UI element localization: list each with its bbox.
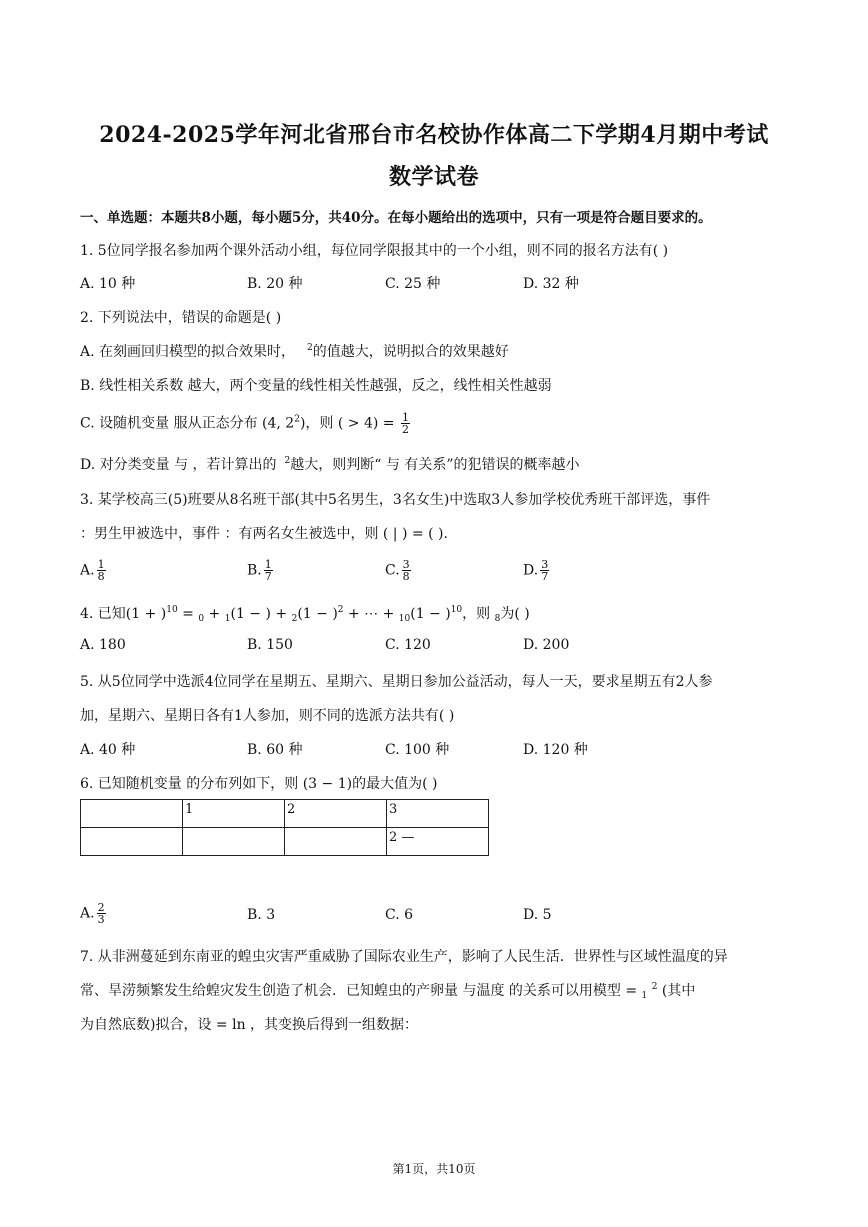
- question-7-line3: 为自然底数)拟合，设 = ln ，其变换后得到一组数据：: [80, 1017, 419, 1033]
- q2-a-sup: 2: [307, 343, 313, 353]
- table-row: [81, 828, 489, 856]
- q4-option-d: D. 200: [523, 637, 570, 653]
- exam-title: 2024-2025学年河北省邢台市名校协作体高二下学期4月期中考试: [99, 122, 769, 148]
- q2-d-post: 越大，则判断“ 与 有关系”的犯错误的概率越小: [290, 457, 580, 473]
- q4-part: 为( ): [500, 606, 530, 622]
- q3-b-label: B.: [247, 562, 262, 579]
- q3-b-den: 7: [264, 570, 272, 583]
- q3-a-label: A.: [80, 562, 95, 579]
- exam-subtitle: 数学试卷: [388, 164, 479, 190]
- q2-a-pre: A. 在刻画回归模型的拟合效果时，: [80, 344, 296, 360]
- q4-part: (1 − ): [297, 606, 338, 622]
- q4-part: (1 − ): [410, 606, 451, 622]
- q2-option-b: B. 线性相关系数 越大，两个变量的线性相关性越强，反之，线性相关性越弱: [80, 378, 552, 394]
- q2-d-pre: D. 对分类变量 与 ，若计算出的: [80, 457, 277, 473]
- q6-option-c: C. 6: [385, 907, 414, 923]
- q2-c-num: 1: [401, 411, 409, 424]
- q4-part: 4. 已知(1 + ): [80, 606, 167, 622]
- table-cell: [285, 828, 387, 856]
- table-row: [81, 800, 489, 828]
- table-cell: 1: [183, 800, 285, 828]
- q3-d-den: 7: [541, 570, 549, 583]
- distribution-table: [80, 799, 489, 856]
- q1-option-d: D. 32 种: [523, 276, 579, 292]
- q2-c-sup: 2: [294, 414, 300, 425]
- question-1: 1. 5位同学报名参加两个课外活动小组，每位同学限报其中的一个小组，则不同的报名方法有( ): [80, 243, 669, 259]
- q3-d-num: 3: [541, 558, 549, 571]
- question-3-line1: 3. 某学校高三(5)班要从8名班干部(其中5名男生，3名女生)中选取3人参加学校优秀班干部评选，事件: [80, 492, 711, 508]
- q3-a-fraction: [97, 559, 106, 582]
- question-5-line1: 5. 从5位同学中选派4位同学在星期五、星期六、星期日参加公益活动，每人一天，要求星期五有2人参: [80, 674, 713, 690]
- q6-a-den: 3: [97, 913, 105, 926]
- table-cell: [81, 828, 183, 856]
- section-heading: 一、单选题：本题共8小题，每小题5分，共40分。在每小题给出的选项中，只有一项是符合题目要求的。: [80, 210, 712, 226]
- q3-a-den: 8: [97, 570, 105, 583]
- q3-b-fraction: [264, 559, 273, 582]
- q3-b-num: 1: [264, 558, 272, 571]
- q3-option-d: [523, 559, 549, 582]
- q3-option-b: [247, 559, 273, 582]
- q3-option-a: [80, 559, 106, 582]
- table-cell: 2: [285, 800, 387, 828]
- q3-c-num: 3: [402, 558, 410, 571]
- q4-option-a: A. 180: [80, 637, 126, 653]
- q6-a-label: A.: [80, 905, 95, 922]
- q5-option-c: C. 100 种: [385, 742, 450, 758]
- table-cell: [81, 800, 183, 828]
- q4-sub: 10: [398, 614, 411, 624]
- question-7-line1: 7. 从非洲蔓延到东南亚的蝗虫灾害严重威胁了国际农业生产，影响了人民生活．世界性与区域性温度的异: [80, 949, 728, 965]
- q3-c-den: 8: [402, 570, 410, 583]
- q4-sub: 8: [494, 614, 501, 624]
- q6-a-fraction: [97, 902, 106, 925]
- table-cell: [183, 828, 285, 856]
- q1-option-a: A. 10 种: [80, 276, 136, 292]
- q6-option-d: D. 5: [523, 907, 552, 923]
- question-2: 2. 下列说法中，错误的命题是( ): [80, 310, 282, 326]
- q4-option-c: C. 120: [385, 637, 431, 653]
- q2-option-c: [80, 412, 410, 435]
- q6-option-b: B. 3: [247, 907, 276, 923]
- q4-part: + ⋯ +: [343, 606, 399, 622]
- q3-c-fraction: [402, 559, 411, 582]
- q4-sup: 10: [166, 605, 178, 615]
- q1-option-b: B. 20 种: [247, 276, 303, 292]
- q7-line2-post: (其中: [657, 983, 696, 999]
- q4-part: (1 − ) +: [230, 606, 292, 622]
- q7-line2-pre: 常、旱涝频繁发生给蝗灾发生创造了机会．已知蝗虫的产卵量 与温度 的关系可以用模型 =: [80, 983, 642, 999]
- q4-sub: 0: [198, 614, 205, 624]
- q7-sub: 1: [641, 991, 648, 1001]
- q4-part: +: [204, 606, 225, 622]
- q2-c-fraction: [401, 412, 410, 435]
- q4-sup: 10: [450, 605, 463, 615]
- q6-option-a: [80, 902, 106, 925]
- q1-option-c: C. 25 种: [385, 276, 441, 292]
- q3-a-num: 1: [97, 558, 105, 571]
- q3-c-label: C.: [385, 562, 400, 579]
- q4-sup: 2: [337, 605, 344, 615]
- q5-option-a: A. 40 种: [80, 742, 136, 758]
- q2-option-a: [80, 341, 509, 361]
- q3-d-label: D.: [523, 562, 539, 579]
- q4-part: =: [177, 606, 199, 622]
- q2-option-d: [80, 454, 579, 474]
- q2-d-sup: 2: [284, 456, 291, 466]
- q4-option-b: B. 150: [247, 637, 293, 653]
- question-3-line2: ：男生甲被选中，事件 ：有两名女生被选中，则 ( | ) = ( ).: [80, 526, 448, 542]
- q3-option-c: [385, 559, 411, 582]
- q4-sub: 1: [224, 614, 231, 624]
- q2-c-mid: )，则 ( > 4) =: [299, 415, 395, 432]
- table-cell: 3: [387, 800, 489, 828]
- q5-option-b: B. 60 种: [247, 742, 303, 758]
- question-5-line2: 加，星期六、星期日各有1人参加，则不同的选派方法共有( ): [80, 708, 455, 724]
- q4-sub: 2: [291, 614, 298, 624]
- question-7-line2: [80, 980, 695, 1001]
- question-6: 6. 已知随机变量 的分布列如下，则 (3 − 1)的最大值为( ): [80, 776, 438, 792]
- question-4: [80, 603, 530, 624]
- q5-option-d: D. 120 种: [523, 742, 588, 758]
- q7-sup: 2: [651, 982, 658, 992]
- q3-d-fraction: [540, 559, 549, 582]
- table-cell: 2 —: [387, 828, 489, 856]
- q4-part: ，则: [462, 606, 495, 622]
- q2-a-post: 的值越大，说明拟合的效果越好: [312, 344, 509, 360]
- page-number: 第1页，共10页: [392, 1162, 476, 1176]
- q2-c-pre: C. 设随机变量 服从正态分布 (4, 2: [80, 415, 295, 432]
- q6-a-num: 2: [97, 901, 105, 914]
- q2-c-den: 2: [401, 423, 409, 436]
